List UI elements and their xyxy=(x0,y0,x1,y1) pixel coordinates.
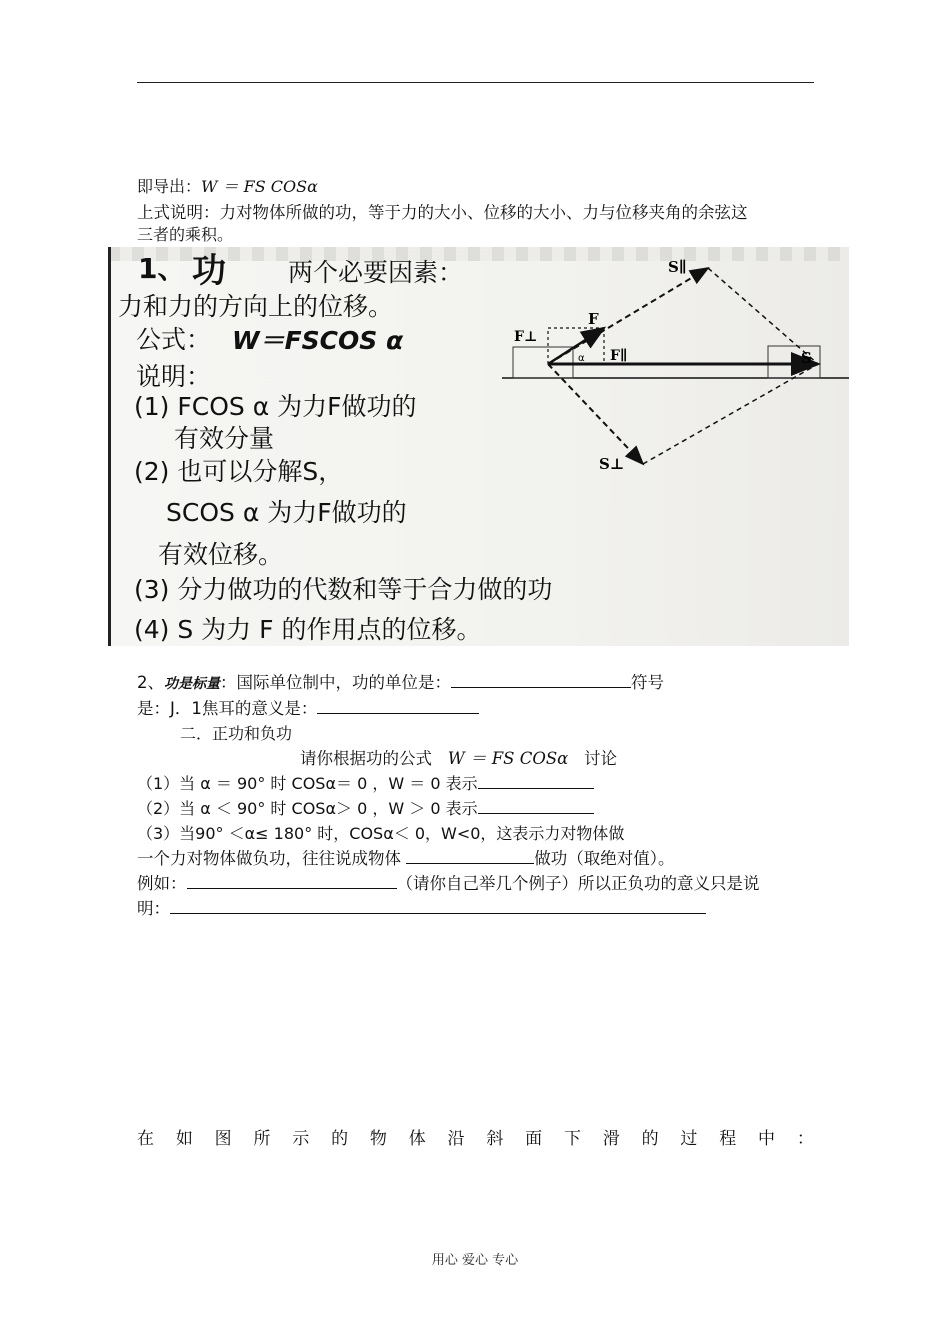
f-vector xyxy=(548,328,604,364)
discuss-line: 请你根据功的公式 W ＝ FS COSα 讨论 xyxy=(300,749,618,768)
s-perp-vector xyxy=(548,364,643,464)
slide-p2c: 有效位移。 xyxy=(158,540,284,569)
case-2: （2）当 α ＜ 90° 时 COSα＞ 0 ，W ＞ 0 表示 xyxy=(137,799,594,819)
label-f-perp: F⊥ xyxy=(514,329,538,345)
page-footer: 用心 爱心 专心 xyxy=(431,1253,519,1268)
case-1-blank[interactable] xyxy=(478,774,594,789)
slide-explain-label: 说明： xyxy=(136,362,212,391)
joule-blank[interactable] xyxy=(317,699,479,714)
derive-formula: W ＝ FS COSα xyxy=(201,177,318,196)
slide-p2b: SCOS α 为力F做功的 xyxy=(166,498,407,527)
case-3: （3）当90° ＜α≤ 180° 时，COSα＜ 0，W<0，这表示力对物体做 xyxy=(137,824,625,843)
slide-p1a: (1) FCOS α 为力F做功的 xyxy=(134,392,417,421)
derive-line: 即导出：W ＝ FS COSα xyxy=(137,177,318,196)
slide-formula-label: 公式： xyxy=(136,325,212,354)
example-line: 例如： （请你自己举几个例子）所以正负功的意义只是说 xyxy=(137,874,760,893)
block-end xyxy=(768,346,820,378)
slide-line2: 力和力的方向上的位移。 xyxy=(118,292,394,321)
explain-line-2: 三者的乘积。 xyxy=(137,225,234,244)
slide-p2a: (2) 也可以分解S， xyxy=(134,457,344,486)
slide-p1b: 有效分量 xyxy=(174,424,275,453)
label-f-parallel: F∥ xyxy=(610,348,628,364)
slide-p3: (3) 分力做功的代数和等于合力做的功 xyxy=(134,575,553,604)
label-s-parallel: S∥ xyxy=(668,258,687,276)
meaning-blank[interactable] xyxy=(170,899,706,914)
force-diagram xyxy=(108,247,849,646)
meaning-line: 明： xyxy=(137,899,706,919)
label-s: S xyxy=(801,349,812,367)
incline-question-line: 在 如 图 所 示 的 物 体 沿 斜 面 下 滑 的 过 程 中 ： xyxy=(137,1129,814,1149)
scalar-heading: 功是标量 xyxy=(164,676,220,692)
slide-title-word: 功 xyxy=(192,251,226,291)
label-f: F xyxy=(588,310,599,328)
explain-line-1: 上式说明：力对物体所做的功，等于力的大小、位移的大小、力与位移夹角的余弦这 xyxy=(137,203,748,222)
slide-image xyxy=(108,247,849,646)
example-blank[interactable] xyxy=(187,874,397,889)
unit-blank[interactable] xyxy=(451,673,631,688)
negative-work-blank[interactable] xyxy=(406,849,534,864)
discuss-formula: W ＝ FS COSα xyxy=(447,749,569,768)
slide-formula: W＝FSCOS α xyxy=(232,326,404,355)
slide-title-num: 1、 xyxy=(138,252,186,285)
section-heading: 二．正功和负功 xyxy=(180,724,293,743)
header-rule xyxy=(137,82,814,83)
joule-line: 是：J．1焦耳的意义是： xyxy=(137,699,479,719)
case-1: （1）当 α ＝ 90° 时 COSα＝ 0 ，W ＝ 0 表示 xyxy=(137,774,594,794)
slide-p4: (4) S 为力 F 的作用点的位移。 xyxy=(134,615,482,644)
dash-bottom-right xyxy=(643,364,818,464)
label-s-perp: S⊥ xyxy=(599,455,625,473)
negative-work-line: 一个力对物体做负功，往往说成物体 做功（取绝对值）。 xyxy=(137,849,675,868)
case-2-blank[interactable] xyxy=(478,799,594,814)
unit-line: 2、功是标量：国际单位制中，功的单位是： 符号 xyxy=(137,673,664,692)
slide-title-rest: 两个必要因素： xyxy=(288,258,464,287)
label-alpha: α xyxy=(578,353,585,364)
